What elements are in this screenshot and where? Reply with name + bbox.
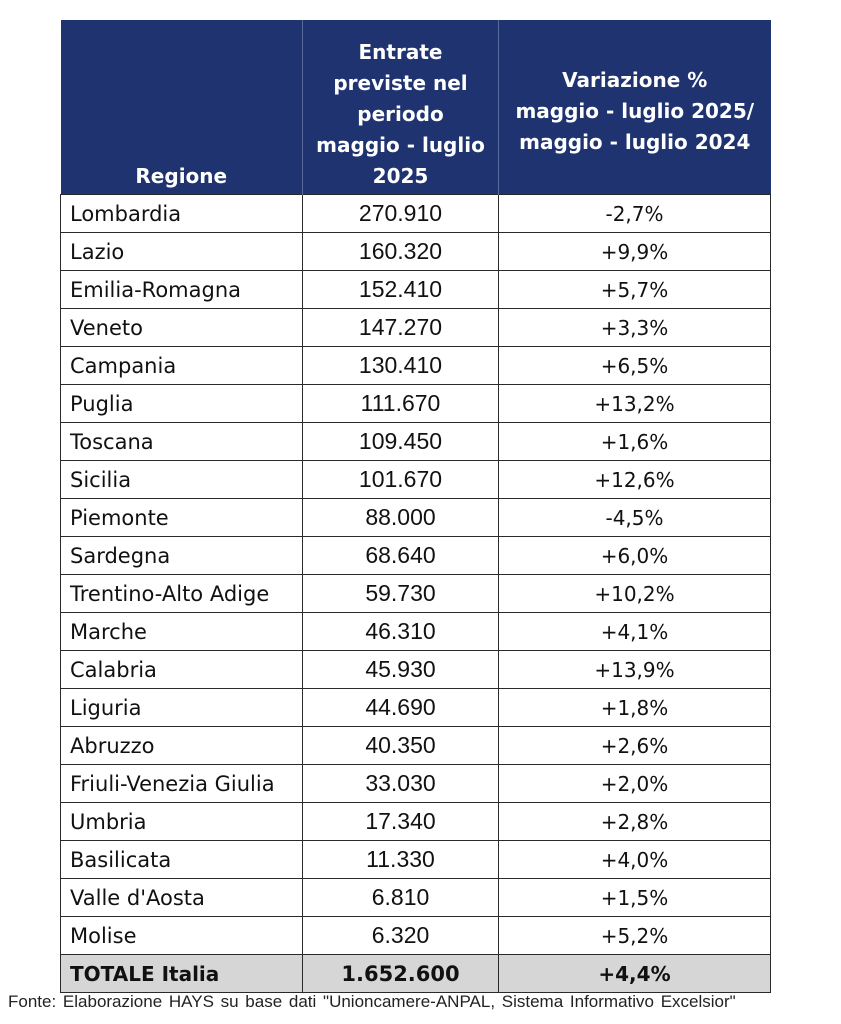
table-row — [61, 499, 771, 537]
table-row — [61, 347, 771, 385]
table-row — [61, 803, 771, 841]
table-row — [61, 385, 771, 423]
entrate-cell: 6.810 — [303, 879, 499, 917]
regione-cell: Friuli-Venezia Giulia — [61, 765, 303, 803]
header-variazione-line: maggio - luglio 2024 — [519, 129, 751, 154]
regione-cell: Lombardia — [61, 195, 303, 233]
table-row — [61, 461, 771, 499]
header-variazione-line: maggio - luglio 2025/ — [515, 98, 755, 123]
variazione-cell: +10,2% — [499, 575, 771, 613]
entrate-cell: 88.000 — [303, 499, 499, 537]
entrate-cell: 59.730 — [303, 575, 499, 613]
entrate-cell: 101.670 — [303, 461, 499, 499]
header-entrate-line: 2025 — [372, 164, 429, 188]
variazione-cell: +6,5% — [499, 347, 771, 385]
table-row — [61, 271, 771, 309]
regione-cell: Trentino-Alto Adige — [61, 575, 303, 613]
regione-cell: Puglia — [61, 385, 303, 423]
header-regione: Regione — [61, 20, 303, 195]
table-header — [61, 20, 771, 195]
table-row — [61, 841, 771, 879]
header-entrate — [303, 20, 499, 195]
regione-cell: Sicilia — [61, 461, 303, 499]
entrate-cell: 46.310 — [303, 613, 499, 651]
table-row — [61, 879, 771, 917]
header-entrate-line: periodo — [357, 102, 444, 126]
variazione-cell: +5,2% — [499, 917, 771, 955]
variazione-cell: +13,2% — [499, 385, 771, 423]
variazione-cell: +2,8% — [499, 803, 771, 841]
table-row — [61, 537, 771, 575]
variazione-cell: -2,7% — [499, 195, 771, 233]
entrate-cell: 6.320 — [303, 917, 499, 955]
variazione-cell: +2,0% — [499, 765, 771, 803]
source-footnote: Fonte: Elaborazione HAYS su base dati "Unioncamere-ANPAL, Sistema Informativo Excelsior" — [8, 992, 736, 1011]
variazione-cell: +1,5% — [499, 879, 771, 917]
table-row — [61, 917, 771, 955]
regione-cell: Piemonte — [61, 499, 303, 537]
entrate-cell: 111.670 — [303, 385, 499, 423]
regione-cell: Lazio — [61, 233, 303, 271]
table-row — [61, 309, 771, 347]
table-row — [61, 765, 771, 803]
variazione-cell: +4,0% — [499, 841, 771, 879]
regione-cell: Molise — [61, 917, 303, 955]
table-row — [61, 575, 771, 613]
regione-cell: Emilia-Romagna — [61, 271, 303, 309]
header-variazione — [499, 20, 771, 195]
header-variazione-line: Variazione % — [562, 67, 708, 92]
table-row — [61, 727, 771, 765]
entrate-cell: 11.330 — [303, 841, 499, 879]
variazione-cell: +13,9% — [499, 651, 771, 689]
entrate-cell: 40.350 — [303, 727, 499, 765]
regione-cell: Valle d'Aosta — [61, 879, 303, 917]
entrate-cell: 109.450 — [303, 423, 499, 461]
entrate-cell: 270.910 — [303, 195, 499, 233]
regione-cell: Toscana — [61, 423, 303, 461]
regione-cell: Veneto — [61, 309, 303, 347]
total-variazione-cell: +4,4% — [499, 955, 771, 993]
entrate-cell: 160.320 — [303, 233, 499, 271]
table-row — [61, 233, 771, 271]
entrate-cell: 130.410 — [303, 347, 499, 385]
header-row — [61, 20, 771, 195]
variazione-cell: +5,7% — [499, 271, 771, 309]
header-entrate-line: maggio - luglio — [316, 133, 485, 157]
variazione-cell: +12,6% — [499, 461, 771, 499]
entrate-cell: 17.340 — [303, 803, 499, 841]
entrate-cell: 147.270 — [303, 309, 499, 347]
total-regione-cell: TOTALE Italia — [61, 955, 303, 993]
header-entrate-line: previste nel — [333, 71, 468, 95]
regione-cell: Liguria — [61, 689, 303, 727]
entrate-cell: 45.930 — [303, 651, 499, 689]
variazione-cell: +3,3% — [499, 309, 771, 347]
regional-hiring-table-container — [60, 20, 770, 993]
regione-cell: Calabria — [61, 651, 303, 689]
table-row — [61, 651, 771, 689]
header-entrate-line: Entrate — [358, 40, 443, 64]
variazione-cell: +2,6% — [499, 727, 771, 765]
regional-hiring-table — [60, 20, 771, 993]
entrate-cell: 68.640 — [303, 537, 499, 575]
table-row — [61, 689, 771, 727]
regione-cell: Abruzzo — [61, 727, 303, 765]
regione-cell: Basilicata — [61, 841, 303, 879]
total-entrate-cell: 1.652.600 — [303, 955, 499, 993]
table-row — [61, 423, 771, 461]
variazione-cell: +1,8% — [499, 689, 771, 727]
table-row — [61, 613, 771, 651]
regione-cell: Sardegna — [61, 537, 303, 575]
variazione-cell: +1,6% — [499, 423, 771, 461]
variazione-cell: +4,1% — [499, 613, 771, 651]
entrate-cell: 152.410 — [303, 271, 499, 309]
entrate-cell: 33.030 — [303, 765, 499, 803]
total-row — [61, 955, 771, 993]
table-body — [61, 195, 771, 993]
regione-cell: Marche — [61, 613, 303, 651]
variazione-cell: -4,5% — [499, 499, 771, 537]
variazione-cell: +9,9% — [499, 233, 771, 271]
variazione-cell: +6,0% — [499, 537, 771, 575]
entrate-cell: 44.690 — [303, 689, 499, 727]
regione-cell: Campania — [61, 347, 303, 385]
table-row — [61, 195, 771, 233]
regione-cell: Umbria — [61, 803, 303, 841]
